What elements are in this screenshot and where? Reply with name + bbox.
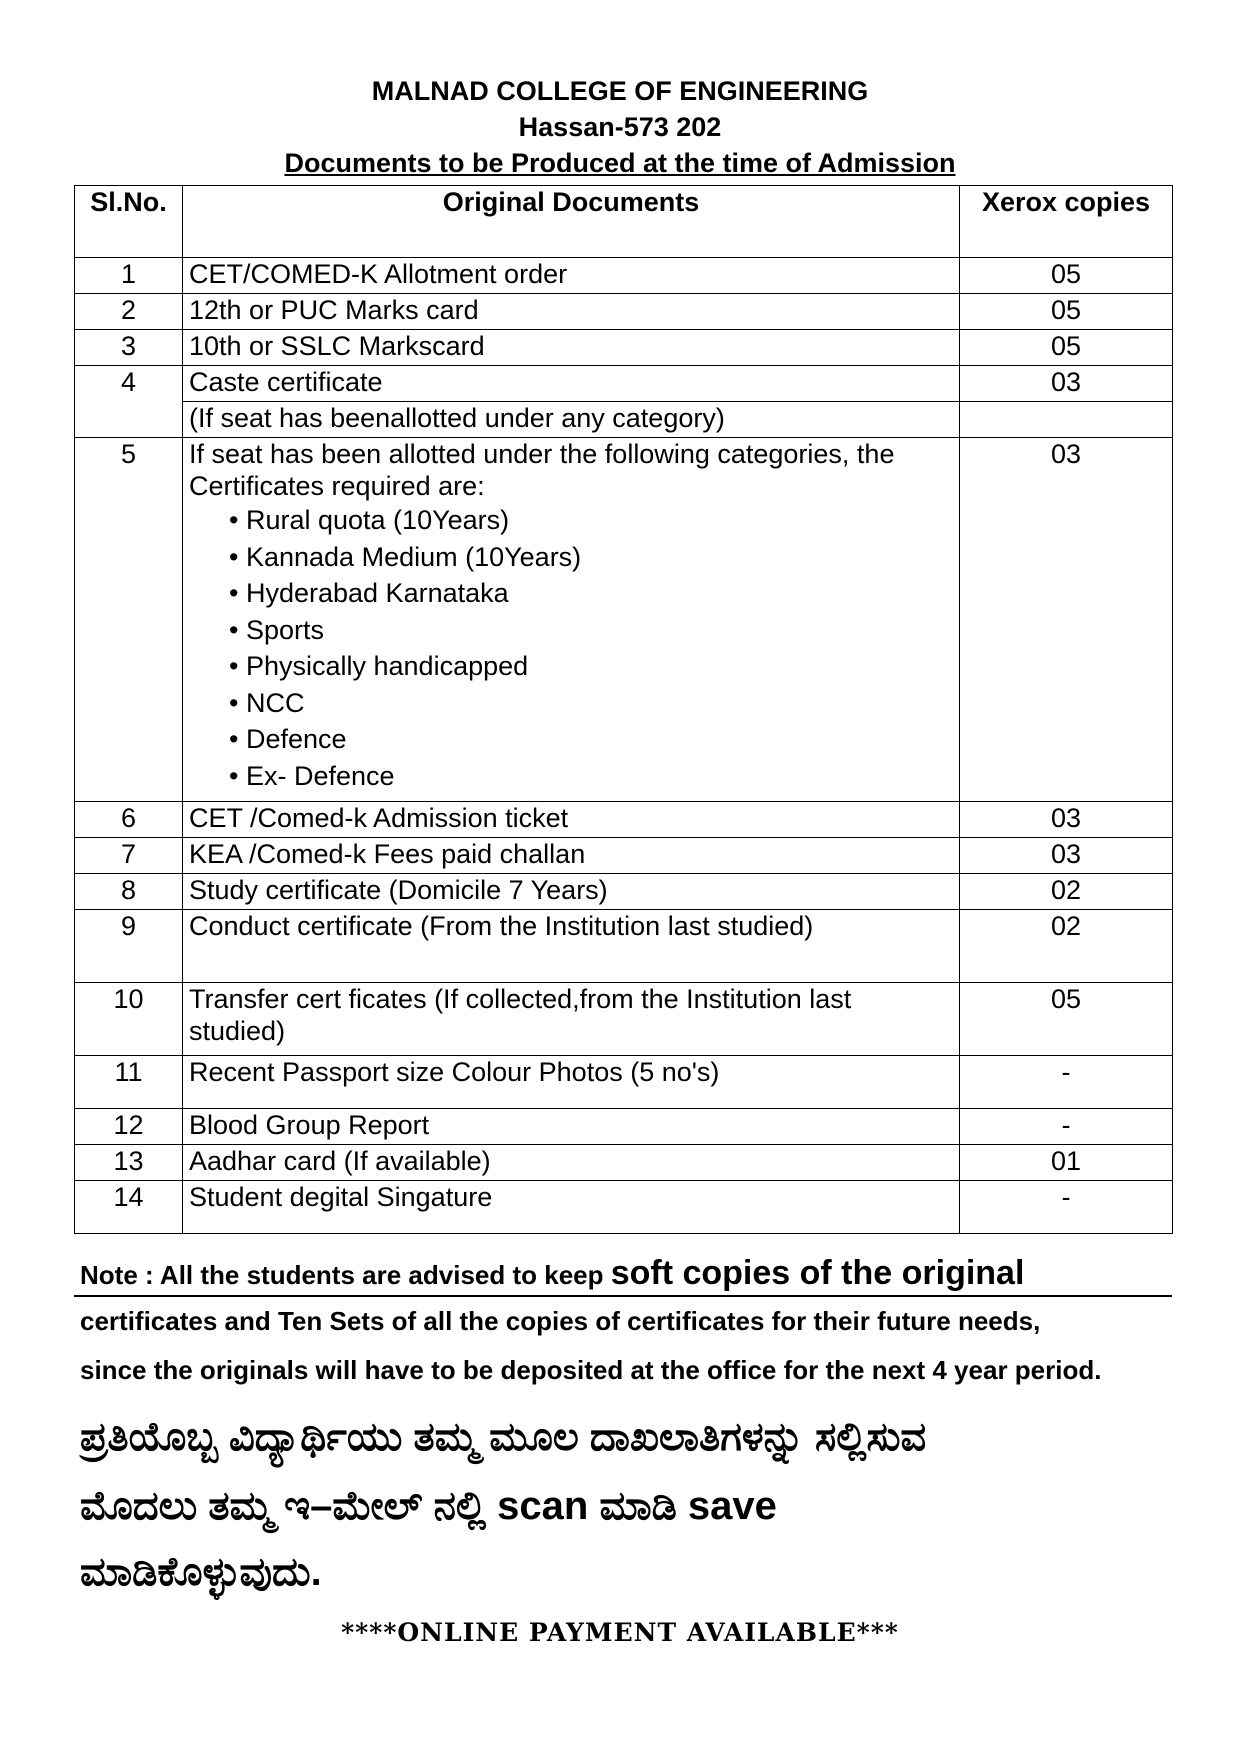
online-payment-banner: ****ONLINE PAYMENT AVAILABLE*** — [341, 1618, 899, 1647]
row-document: Caste certificate — [183, 366, 960, 402]
table-row — [75, 258, 1173, 294]
row-sl: 1 — [75, 258, 183, 294]
table-row — [75, 802, 1173, 838]
row-sl: 12 — [75, 1109, 183, 1145]
note-line-3: since the originals will have to be deposited at the office for the next 4 year period. — [80, 1355, 1102, 1385]
row-xerox: 03 — [960, 366, 1173, 402]
row-sl: 11 — [75, 1056, 183, 1109]
row-sl: 13 — [75, 1145, 183, 1181]
row-document: 10th or SSLC Markscard — [183, 330, 960, 366]
row-document: 12th or PUC Marks card — [183, 294, 960, 330]
row-sl: 5 — [75, 438, 183, 802]
college-city: Hassan-573 202 — [518, 112, 722, 142]
note-text: Note : All the students are advised to keep — [80, 1260, 611, 1290]
table-row — [75, 874, 1173, 910]
table-row — [75, 838, 1173, 874]
row-xerox: 05 — [960, 330, 1173, 366]
row-document: Recent Passport size Colour Photos (5 no's) — [183, 1056, 960, 1109]
documents-table — [74, 185, 1173, 1234]
table-row — [75, 366, 1173, 402]
list-item: • NCC — [229, 685, 953, 722]
table-row — [75, 438, 1173, 802]
list-item: • Kannada Medium (10Years) — [229, 539, 953, 576]
row-sl: 2 — [75, 294, 183, 330]
header-original-documents: Original Documents — [183, 186, 960, 258]
row-sl: 4 — [75, 366, 183, 438]
list-item: • Ex- Defence — [229, 758, 953, 795]
kannada-note-line-2: ಮೊದಲು ತಮ್ಮ ಇ–ಮೇಲ್ ನಲ್ಲಿ scan ಮಾಡಿ save — [80, 1484, 777, 1528]
row-sl: 8 — [75, 874, 183, 910]
row-xerox: - — [960, 1181, 1173, 1234]
table-header-row — [75, 186, 1173, 258]
row-xerox: 05 — [960, 294, 1173, 330]
header-xerox-copies: Xerox copies — [960, 186, 1173, 258]
list-item: • Physically handicapped — [229, 648, 953, 685]
row-sl: 14 — [75, 1181, 183, 1234]
row-sl: 9 — [75, 910, 183, 983]
table-row-sub — [75, 402, 1173, 438]
row-sl: 10 — [75, 983, 183, 1056]
row-xerox: - — [960, 1109, 1173, 1145]
row-xerox-empty — [960, 402, 1173, 438]
row-document: CET/COMED-K Allotment order — [183, 258, 960, 294]
list-item: • Rural quota (10Years) — [229, 502, 953, 539]
row-document: Study certificate (Domicile 7 Years) — [183, 874, 960, 910]
row-xerox: 02 — [960, 874, 1173, 910]
list-item: • Defence — [229, 721, 953, 758]
table-row — [75, 330, 1173, 366]
row-xerox: 03 — [960, 438, 1173, 802]
row-document: Blood Group Report — [183, 1109, 960, 1145]
header-sl-no: Sl.No. — [75, 186, 183, 258]
row-document — [183, 438, 960, 802]
list-item: • Sports — [229, 612, 953, 649]
row-document-note: (If seat has beenallotted under any category) — [183, 402, 960, 438]
table-row — [75, 294, 1173, 330]
categories-intro: If seat has been allotted under the following categories, the Certificates required are: — [189, 439, 895, 501]
row-xerox: - — [960, 1056, 1173, 1109]
table-row — [75, 1056, 1173, 1109]
row-xerox: 03 — [960, 838, 1173, 874]
row-xerox: 05 — [960, 983, 1173, 1056]
list-item: • Hyderabad Karnataka — [229, 575, 953, 612]
row-document: Conduct certificate (From the Institution last studied) — [183, 910, 960, 983]
table-row — [75, 1109, 1173, 1145]
row-sl: 3 — [75, 330, 183, 366]
note-line-2: certificates and Ten Sets of all the copies of certificates for their future needs, — [80, 1306, 1041, 1336]
note-emphasis: soft copies of the original — [610, 1254, 1025, 1292]
table-row — [75, 1145, 1173, 1181]
row-document: CET /Comed-k Admission ticket — [183, 802, 960, 838]
row-xerox: 02 — [960, 910, 1173, 983]
document-subtitle: Documents to be Produced at the time of Admission — [284, 148, 956, 178]
row-xerox: 03 — [960, 802, 1173, 838]
note-line-1 — [80, 1254, 1170, 1293]
row-document: Aadhar card (If available) — [183, 1145, 960, 1181]
category-list — [189, 502, 953, 794]
row-xerox: 01 — [960, 1145, 1173, 1181]
row-sl: 7 — [75, 838, 183, 874]
table-row — [75, 910, 1173, 983]
table-row — [75, 983, 1173, 1056]
row-document: Student degital Singature — [183, 1181, 960, 1234]
row-xerox: 05 — [960, 258, 1173, 294]
row-sl: 6 — [75, 802, 183, 838]
kannada-note-line-3: ಮಾಡಿಕೊಳ್ಳುವುದು. — [80, 1550, 322, 1594]
kannada-note-line-1: ಪ್ರತಿಯೊಬ್ಬ ವಿದ್ಯಾರ್ಥಿಯು ತಮ್ಮ ಮೂಲ ದಾಖಲಾತಿಗಳನ್ನು ಸಲ್ಲಿಸುವ — [80, 1415, 927, 1459]
note-divider — [74, 1295, 1172, 1297]
row-document: KEA /Comed-k Fees paid challan — [183, 838, 960, 874]
row-document: Transfer cert ficates (If collected,from the Institution last studied) — [183, 983, 960, 1056]
table-row — [75, 1181, 1173, 1234]
college-name: MALNAD COLLEGE OF ENGINEERING — [371, 76, 869, 106]
